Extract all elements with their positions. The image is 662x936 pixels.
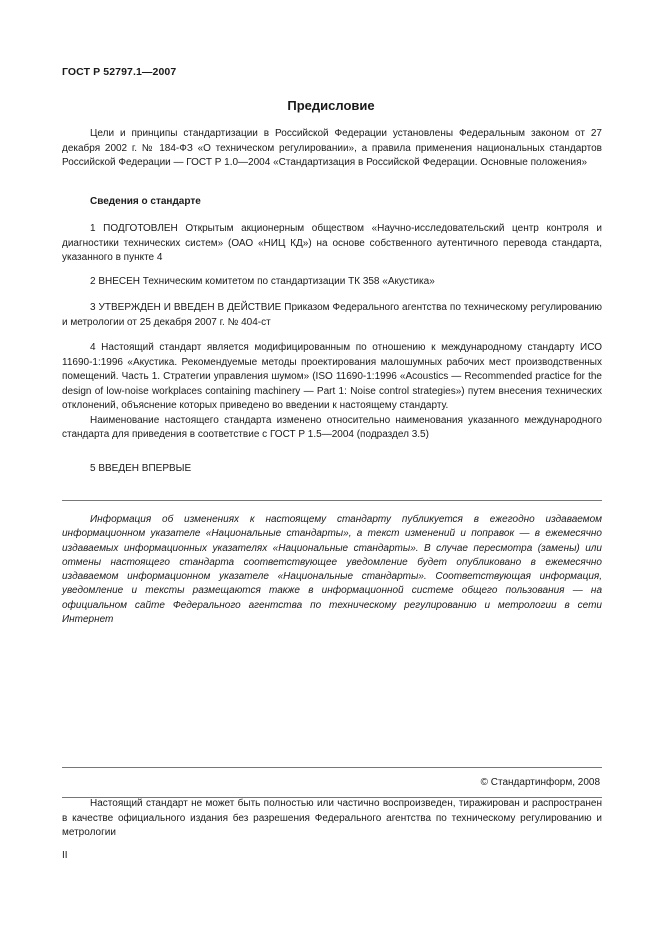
footer-divider-top xyxy=(62,767,602,768)
intro-paragraph xyxy=(62,127,602,171)
item-3 xyxy=(62,301,602,330)
notice-text: Информация об изменениях к настоящему стандарту публикуется в ежегодно издаваемом информационном указателе «Национальные стандарты», а текст изменений и поправок — в ежемесячно издаваемых информационных указателях «Национальные стандарты». В случае пересмотра (замены) или отмены настоящего стандарта соответствующее уведомление будет опубликовано в ежемесячно издаваемом информационном указателе «Национальные стандарты». Соответствующая информация, уведомление и тексты размещаются также в информационной системе общего пользования — на официальном сайте Федерального агентства по техническому регулированию и метрологии в сети Интернет xyxy=(62,514,602,626)
footer-note xyxy=(62,797,602,841)
item-2-text: 2 ВНЕСЕН Техническим комитетом по стандартизации ТК 358 «Акустика» xyxy=(90,276,435,287)
item-3-text: 3 УТВЕРЖДЕН И ВВЕДЕН В ДЕЙСТВИЕ Приказом Федерального агентства по техническому регулированию и метрологии от 25 декабря 2007 г. № 404-ст xyxy=(62,302,602,328)
copyright-line: © Стандартинформ, 2008 xyxy=(480,777,600,788)
notice-block xyxy=(62,513,602,627)
item-1 xyxy=(62,222,602,266)
page-title: Предисловие xyxy=(287,98,375,113)
notice-divider-top xyxy=(62,500,602,501)
item-2 xyxy=(62,275,602,290)
footer-note-text: Настоящий стандарт не может быть полностью или частично воспроизведен, тиражирован и распространен в качестве официального издания без разрешения Федерального агентства по техническому регулированию и метрологии xyxy=(62,798,602,838)
item-4-note: Наименование настоящего стандарта изменено относительно наименования указанного международного стандарта для приведения в соответствие с ГОСТ Р 1.5—2004 (подраздел 3.5) xyxy=(62,414,602,440)
info-heading: Сведения о стандарте xyxy=(90,196,201,207)
document-code: ГОСТ Р 52797.1—2007 xyxy=(62,66,177,78)
item-4-text: 4 Настоящий стандарт является модифицированным по отношению к международному стандарту ИСО 11690-1:1996 «Акустика. Рекомендуемые методы проектирования малошумных рабочих мест производственных помещений. Часть 1. Стратегии управления шумом» (ISO 11690-1:1996 «Acoustics — Recommended practice for the design of low-noise workplaces containing machinery — Part 1: Noise control strategies») путем внесения технических отклонений, объяснение которых приведено во введении к настоящему стандарту. xyxy=(62,342,602,411)
item-5-text: 5 ВВЕДЕН ВПЕРВЫЕ xyxy=(90,463,192,474)
item-4 xyxy=(62,341,602,443)
item-1-text: 1 ПОДГОТОВЛЕН Открытым акционерным обществом «Научно-исследовательский центр контроля и диагностики технических систем» (ОАО «НИЦ КД») на основе собственного аутентичного перевода стандарта, указанного в пункте 4 xyxy=(62,223,602,263)
page-number: II xyxy=(62,850,68,861)
intro-text: Цели и принципы стандартизации в Российской Федерации установлены Федеральным законом от 27 декабря 2002 г. № 184-ФЗ «О техническом регулировании», а правила применения национальных стандартов Российской Федерации — ГОСТ Р 1.0—2004 «Стандартизация в Российской Федерации. Основные положения» xyxy=(62,128,602,168)
item-5 xyxy=(62,462,602,477)
